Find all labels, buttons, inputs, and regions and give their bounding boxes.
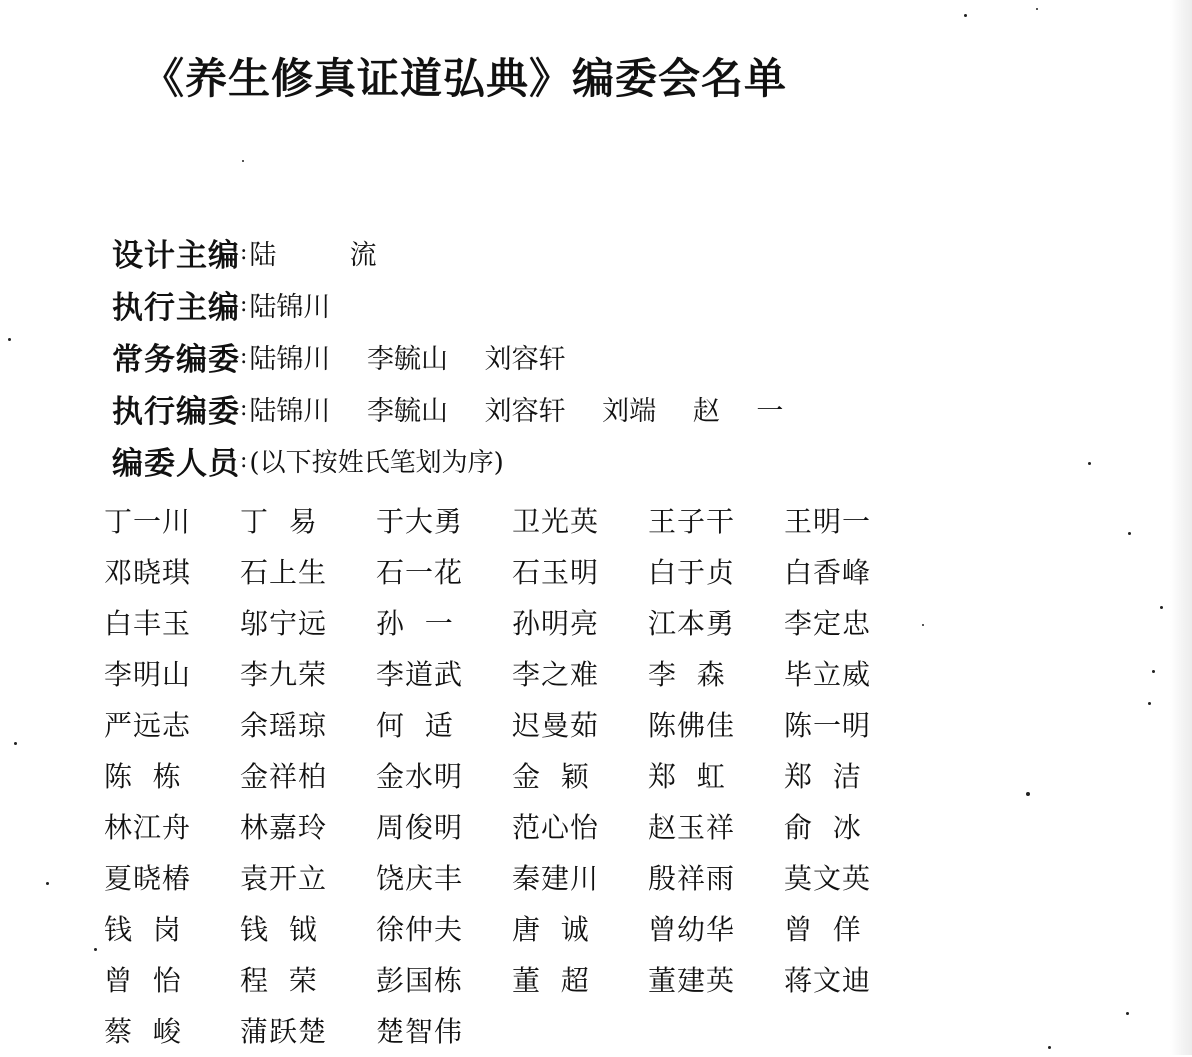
scan-edge-shadow: [1170, 0, 1192, 1055]
role-list: [112, 226, 783, 486]
role-design-editor: [112, 226, 783, 278]
member-name: 邓晓琪: [104, 556, 192, 589]
member-name: 郑 虹: [648, 760, 726, 793]
role-colon: :: [240, 239, 248, 265]
member-name: 李道武: [376, 658, 464, 691]
member-name: 毕立威: [784, 658, 872, 691]
member-name: 李之难: [512, 658, 600, 691]
role-names: 陆锦川 李毓山 刘容轩 刘端 赵 一: [249, 395, 784, 427]
member-name: 郑 洁: [784, 760, 862, 793]
member-name: 饶庆丰: [376, 862, 464, 895]
member-name: 周俊明: [376, 811, 464, 844]
scan-speck: [1126, 1012, 1129, 1015]
role-label: 执行主编: [112, 289, 240, 326]
member-name: 王明一: [784, 505, 872, 538]
role-names: 陆锦川: [249, 291, 331, 323]
member-name: 程 荣: [240, 964, 318, 997]
member-name: 王子干: [648, 505, 736, 538]
member-name: 楚智伟: [376, 1015, 464, 1048]
member-name: 丁一川: [104, 505, 192, 538]
role-standing-committee: [112, 330, 783, 382]
member-name: 邬宁远: [240, 607, 328, 640]
member-name: 孙明亮: [512, 607, 600, 640]
scan-speck: [14, 742, 17, 745]
scan-speck: [922, 624, 924, 626]
member-name: 莫文英: [784, 862, 872, 895]
member-name: 俞 冰: [784, 811, 862, 844]
member-name: 林嘉玲: [240, 811, 328, 844]
role-label: 编委人员: [112, 445, 240, 482]
role-label: 常务编委: [112, 341, 240, 378]
member-name: 曾 佯: [784, 913, 862, 946]
member-name: 殷祥雨: [648, 862, 736, 895]
role-label: 执行编委: [112, 393, 240, 430]
member-name: 赵玉祥: [648, 811, 736, 844]
member-name: 江本勇: [648, 607, 736, 640]
member-name: 石上生: [240, 556, 328, 589]
role-colon: :: [240, 395, 248, 421]
role-committee-members: [112, 434, 783, 486]
member-name: 于大勇: [376, 505, 464, 538]
role-colon: :: [240, 343, 248, 369]
member-name: 林江舟: [104, 811, 192, 844]
role-executive-editor: [112, 278, 783, 330]
member-name: 严远志: [104, 709, 192, 742]
member-name: 卫光英: [512, 505, 600, 538]
member-name: 金 颖: [512, 760, 590, 793]
scan-speck: [1148, 702, 1151, 705]
scan-speck: [1048, 1046, 1051, 1049]
scan-speck: [46, 882, 49, 885]
member-name: 范心怡: [512, 811, 600, 844]
member-name: 何 适: [376, 709, 454, 742]
member-name: 蒋文迪: [784, 964, 872, 997]
member-name-grid: [104, 496, 920, 1057]
role-note: (以下按姓氏笔划为序): [249, 447, 504, 478]
role-label: 设计主编: [112, 237, 240, 274]
member-name: 钱 钺: [240, 913, 318, 946]
member-name: 迟曼茹: [512, 709, 600, 742]
member-name: 石一花: [376, 556, 464, 589]
member-name: 李定忠: [784, 607, 872, 640]
scan-speck: [1088, 462, 1091, 465]
member-name: 李 森: [648, 658, 726, 691]
member-name: 夏晓椿: [104, 862, 192, 895]
member-name: 唐 诚: [512, 913, 590, 946]
scan-speck: [1160, 606, 1163, 609]
scan-speck: [8, 338, 11, 341]
scan-speck: [1128, 532, 1131, 535]
member-name: 蒲跃楚: [240, 1015, 328, 1048]
member-name: 陈一明: [784, 709, 872, 742]
member-name: 石玉明: [512, 556, 600, 589]
member-name: 钱 岗: [104, 913, 182, 946]
role-names: 陆锦川 李毓山 刘容轩: [249, 343, 566, 375]
member-name: 陈佛佳: [648, 709, 736, 742]
role-colon: :: [240, 291, 248, 317]
scan-speck: [1036, 8, 1038, 10]
member-name: 董 超: [512, 964, 590, 997]
member-name: 金水明: [376, 760, 464, 793]
scan-speck: [1026, 792, 1030, 796]
scan-speck: [964, 14, 967, 17]
member-name: 袁开立: [240, 862, 328, 895]
member-name: 李明山: [104, 658, 192, 691]
role-executive-committee: [112, 382, 783, 434]
member-name: 白香峰: [784, 556, 872, 589]
scan-speck: [242, 160, 244, 162]
member-name: 彭国栋: [376, 964, 464, 997]
scan-speck: [1152, 670, 1155, 673]
page-title: 《养生修真证道弘典》编委会名单: [142, 54, 788, 103]
member-name: 余瑶琼: [240, 709, 328, 742]
role-colon: :: [240, 447, 248, 473]
member-name: 曾幼华: [648, 913, 736, 946]
member-name: 白丰玉: [104, 607, 192, 640]
member-name: 董建英: [648, 964, 736, 997]
member-name: 徐仲夫: [376, 913, 464, 946]
scan-speck: [94, 948, 97, 951]
member-name: 孙 一: [376, 607, 454, 640]
member-name: 李九荣: [240, 658, 328, 691]
member-name: 丁 易: [240, 505, 318, 538]
member-name: 曾 怡: [104, 964, 182, 997]
member-name: 金祥柏: [240, 760, 328, 793]
role-names: 陆 流: [249, 239, 377, 271]
member-name: 秦建川: [512, 862, 600, 895]
member-name: 陈 栋: [104, 760, 182, 793]
member-name: 蔡 峻: [104, 1015, 182, 1048]
member-name: 白于贞: [648, 556, 736, 589]
